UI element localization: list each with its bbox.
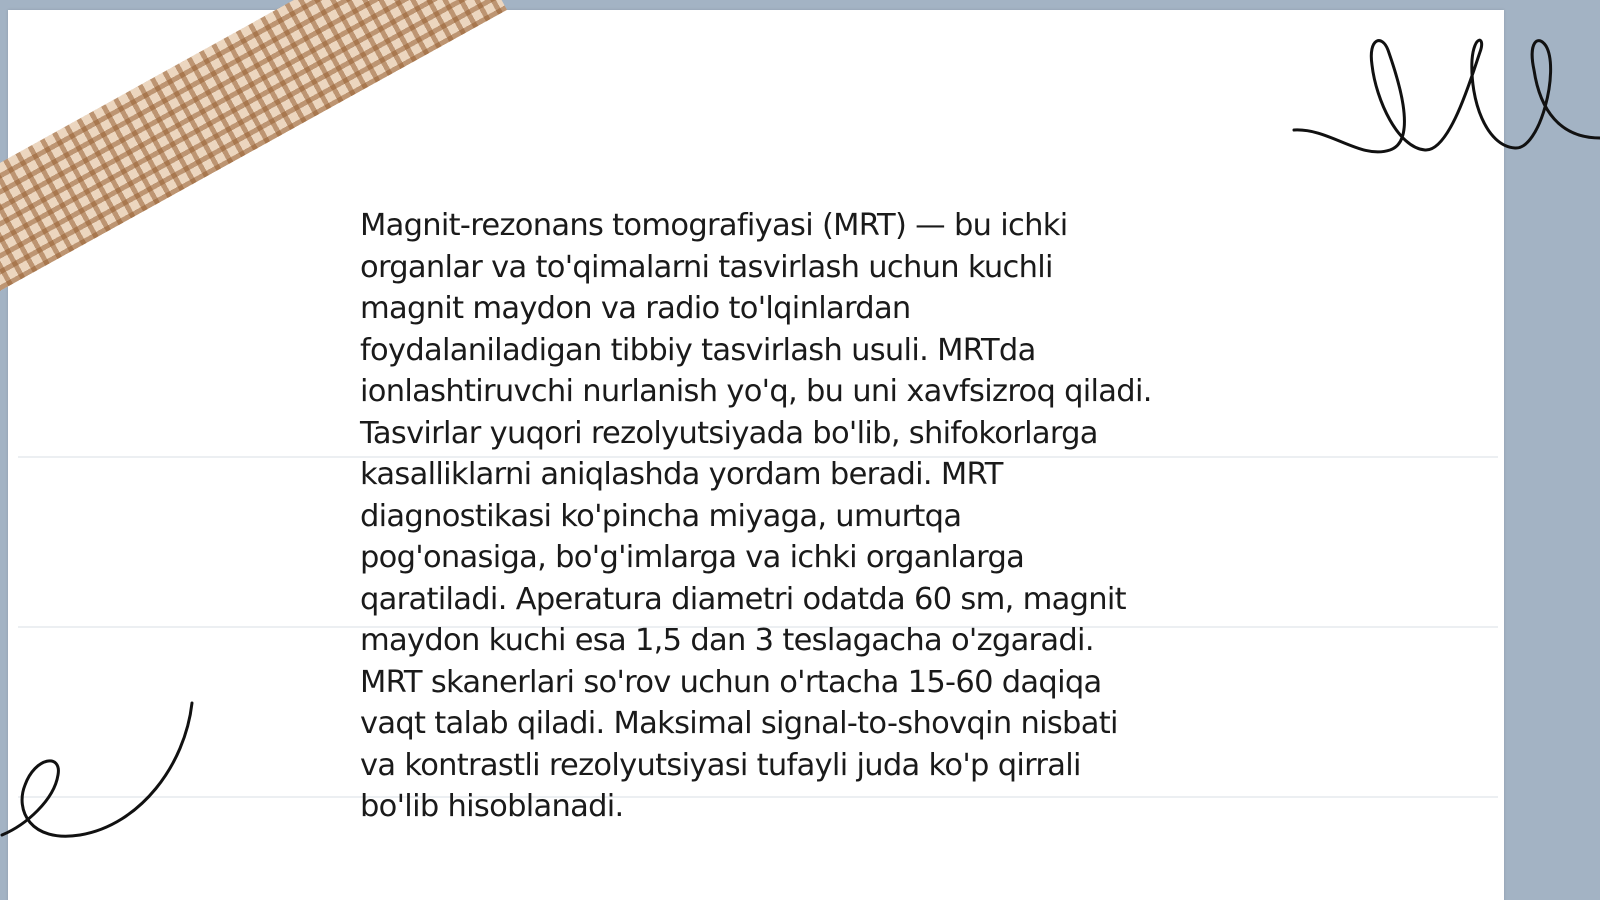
loop-squiggle-icon [1290,30,1600,165]
paragraph-line: bo'lib hisoblanadi. [360,789,624,824]
paragraph-line: Magnit-rezonans tomografiyasi (MRT) — bu ichki [360,208,1068,243]
paragraph-line: kasalliklarni aniqlashda yordam beradi. MRT [360,457,1003,492]
paragraph-line: qaratiladi. Aperatura diametri odatda 60 sm, magnit [360,581,1126,617]
paragraph-line: Tasvirlar yuqori rezolyutsiyada bo'lib, shifokorlarga [360,415,1098,451]
paragraph-line: organlar va to'qimalarni tasvirlash uchun kuchli [360,249,1053,285]
curl-squiggle-icon [0,695,200,855]
paragraph-line: diagnostikasi ko'pincha miyaga, umurtqa [360,498,962,534]
paragraph-line: ionlashtiruvchi nurlanish yo'q, bu uni xavfsizroq qiladi. [360,374,1152,409]
paragraph-line: vaqt talab qiladi. Maksimal signal-to-shovqin nisbati [360,706,1118,741]
paragraph-line: magnit maydon va radio to'lqinlardan [360,291,911,326]
paragraph-line: maydon kuchi esa 1,5 dan 3 teslagacha o'zgaradi. [360,623,1094,658]
body-paragraph [360,205,1260,828]
paragraph-line: pog'onasiga, bo'g'imlarga va ichki organlarga [360,540,1025,575]
paragraph-line: va kontrastli rezolyutsiyasi tufayli juda ko'p qirrali [360,747,1081,783]
paragraph-line: MRT skanerlari so'rov uchun o'rtacha 15-60 daqiqa [360,664,1102,700]
paragraph-line: foydalaniladigan tibbiy tasvirlash usuli. MRTda [360,332,1036,368]
